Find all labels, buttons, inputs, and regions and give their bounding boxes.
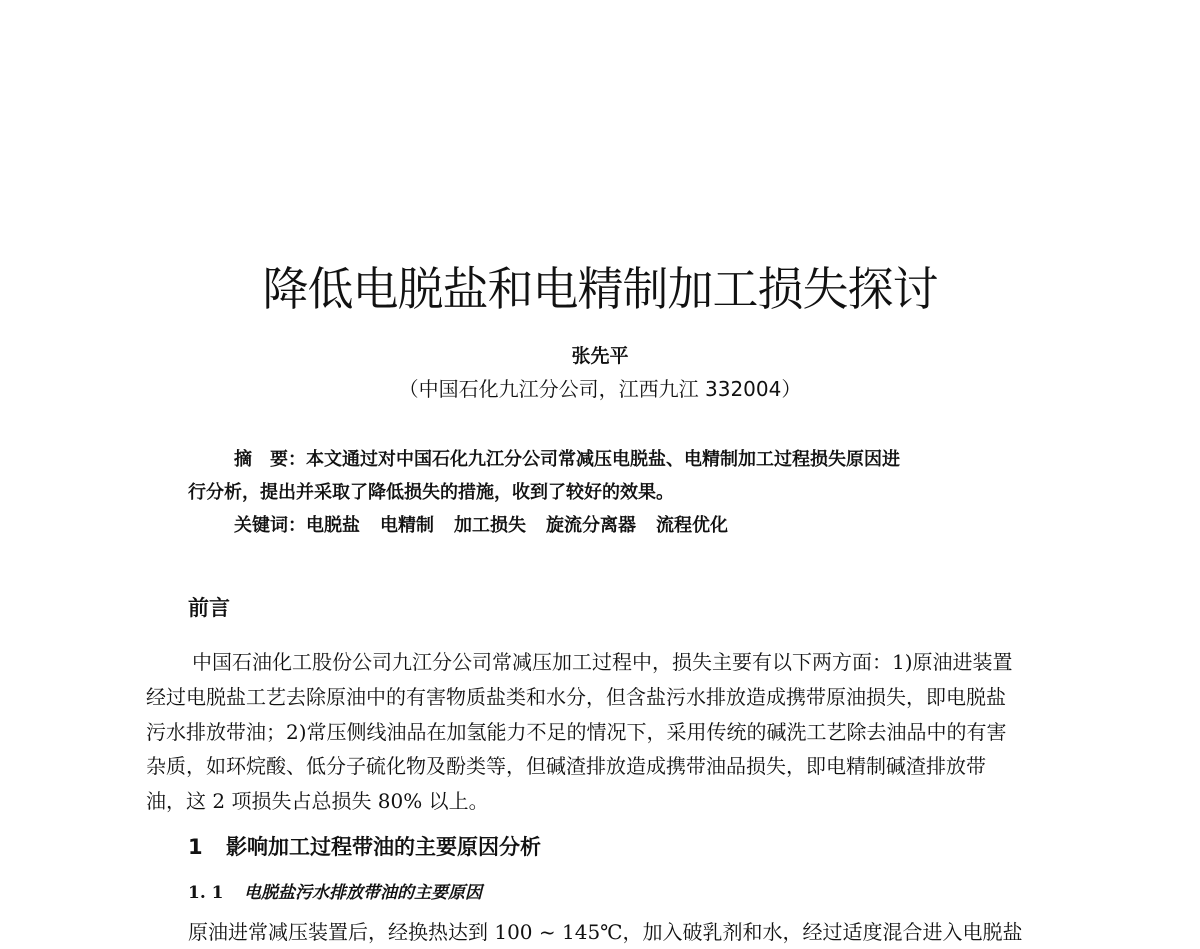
- abstract-line-1: [188, 443, 1048, 476]
- keyword: 流程优化: [656, 515, 728, 536]
- paragraph-line: 经过电脱盐工艺去除原油中的有害物质盐类和水分，但含盐污水排放造成携带原油损失，即电脱盐: [146, 684, 1006, 709]
- keywords-line: [188, 509, 1048, 542]
- paragraph-line: 污水排放带油；2)常压侧线油品在加氢能力不足的情况下，采用传统的碱洗工艺除去油品中的有害: [146, 719, 1007, 744]
- keyword: 旋流分离器: [546, 515, 636, 536]
- section-1-1-heading: [188, 880, 482, 906]
- subsection-title: 电脱盐污水排放带油的主要原因: [244, 883, 482, 903]
- section-1-heading: [188, 831, 541, 863]
- keywords-label: 关键词：: [234, 515, 306, 536]
- paragraph-line: 杂质，如环烷酸、低分子硫化物及酚类等，但碱渣排放造成携带油品损失，即电精制碱渣排放带: [146, 754, 986, 779]
- keyword: 电精制: [380, 515, 434, 536]
- paragraph-line: 中国石油化工股份公司九江分公司常减压加工过程中，损失主要有以下两方面：1)原油进装置: [192, 650, 1013, 674]
- author-name: 张先平: [571, 345, 629, 367]
- abstract-text-1: 本文通过对中国石化九江分公司常减压电脱盐、电精制加工过程损失原因进: [306, 449, 900, 470]
- paragraph-line: 油，这 2 项损失占总损失 80% 以上。: [146, 789, 489, 814]
- abstract-block: [188, 443, 1048, 542]
- section-number: 1: [188, 835, 203, 859]
- paper-title: 降低电脱盐和电精制加工损失探讨: [262, 262, 938, 316]
- subsection-number: 1. 1: [188, 883, 224, 903]
- author-affiliation: （中国石化九江分公司，江西九江 332004）: [398, 377, 802, 401]
- abstract-label: 摘 要：: [234, 449, 306, 470]
- preface-heading: 前言: [188, 596, 230, 620]
- abstract-line-2: 行分析，提出并采取了降低损失的措施，收到了较好的效果。: [188, 482, 674, 503]
- preface-paragraph: [146, 645, 1080, 819]
- section-title: 影响加工过程带油的主要原因分析: [226, 835, 541, 859]
- keyword: 电脱盐: [306, 515, 360, 536]
- section-1-1-text: 原油进常减压装置后，经换热达到 100 ~ 145℃，加入破乳剂和水，经过适度混合进入电脱盐: [188, 920, 1023, 944]
- keyword: 加工损失: [454, 515, 526, 536]
